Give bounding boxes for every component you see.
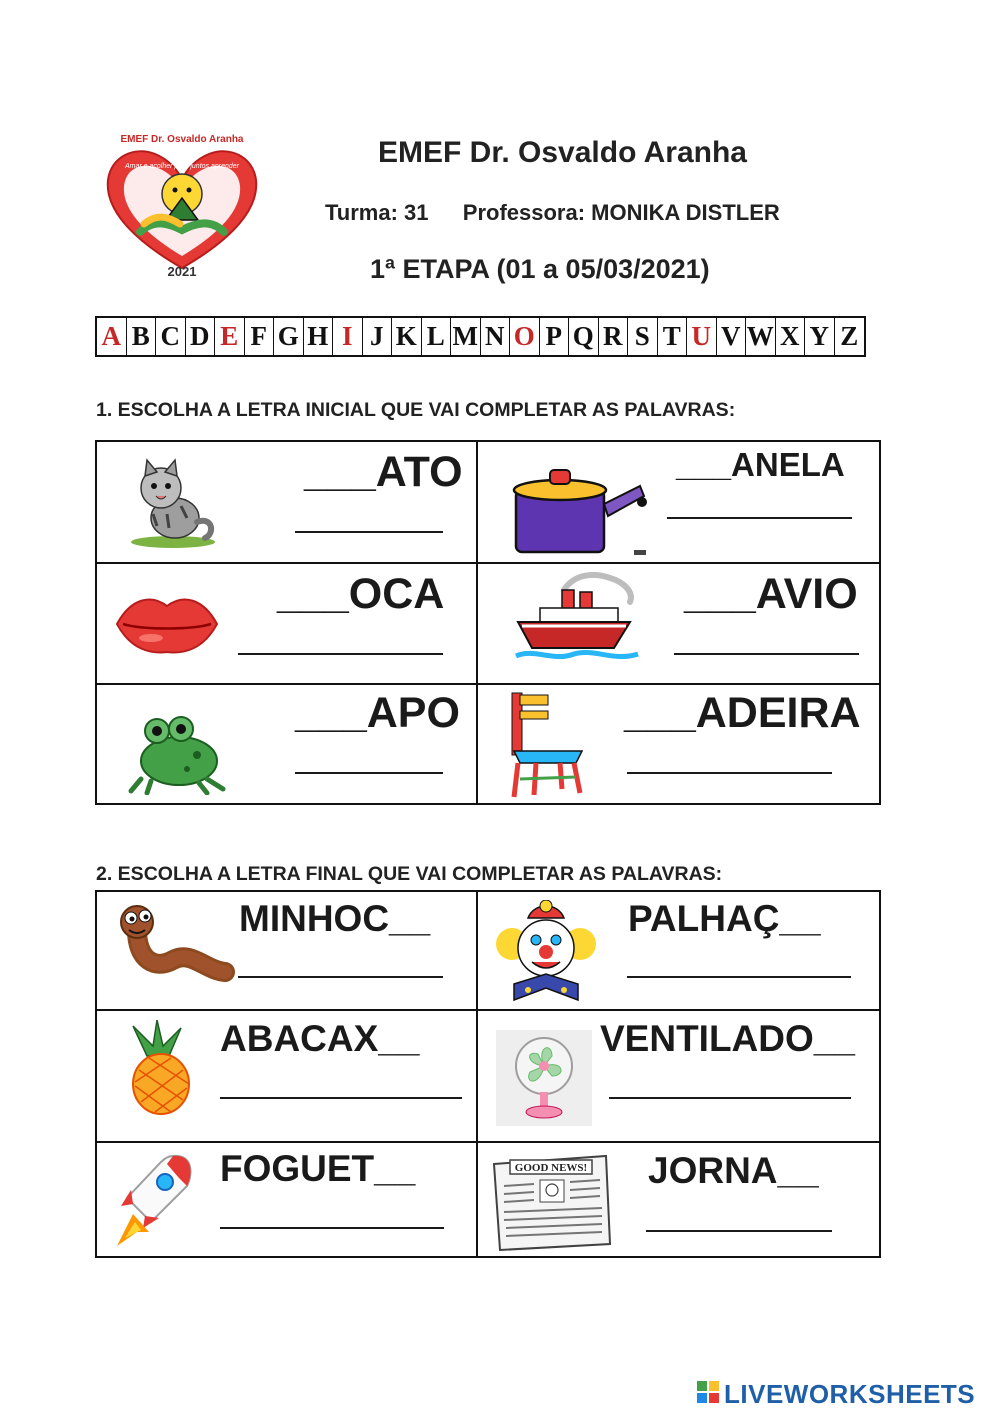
item-cell: [97, 892, 477, 1010]
alphabet-letter: J: [363, 318, 393, 355]
answer-line[interactable]: [627, 976, 851, 978]
alphabet-letter: T: [658, 318, 688, 355]
fan-icon: [496, 1030, 592, 1126]
teacher-label: Professora: MONIKA DISTLER: [462, 200, 780, 225]
answer-line[interactable]: [667, 517, 852, 519]
class-label: Turma: 31: [325, 200, 429, 225]
section1-title: 1. ESCOLHA A LETRA INICIAL QUE VAI COMPLETAR AS PALAVRAS:: [96, 399, 736, 421]
item-cell: [478, 1142, 879, 1256]
word-navio: ___AVIO: [684, 570, 858, 618]
alphabet-letter: M: [451, 318, 481, 355]
alphabet-letter: U: [687, 318, 717, 355]
item-cell: [97, 685, 477, 803]
alphabet-letter: I: [333, 318, 363, 355]
word-jornal: JORNA__: [648, 1150, 819, 1191]
item-cell: [478, 685, 879, 803]
alphabet-letter: Q: [569, 318, 599, 355]
answer-line[interactable]: [238, 653, 443, 655]
item-cell: [97, 1010, 477, 1142]
answer-line[interactable]: [220, 1227, 444, 1229]
alphabet-letter: D: [186, 318, 216, 355]
word-sapo: ___APO: [295, 689, 460, 737]
logo-top-text: EMEF Dr. Osvaldo Aranha: [120, 134, 244, 145]
word-gato: ___ATO: [304, 448, 463, 496]
alphabet-letter: Y: [805, 318, 835, 355]
answer-line[interactable]: [674, 653, 859, 655]
alphabet-letter: F: [245, 318, 275, 355]
alphabet-letter: G: [274, 318, 304, 355]
alphabet-letter: B: [127, 318, 157, 355]
lips-icon: [113, 592, 221, 656]
word-abacaxi: ABACAX__: [220, 1018, 420, 1059]
word-cadeira: ___ADEIRA: [624, 689, 861, 737]
section2-grid: [95, 890, 881, 1258]
alphabet-letter: X: [776, 318, 806, 355]
word-foguete: FOGUET__: [220, 1148, 416, 1189]
alphabet-strip: [95, 316, 866, 357]
stage-label: 1ª ETAPA (01 a 05/03/2021): [370, 254, 710, 284]
word-boca: ___OCA: [277, 570, 445, 618]
newspaper-headline: GOOD NEWS!: [514, 1162, 588, 1174]
alphabet-letter: C: [156, 318, 186, 355]
rocket-icon: [115, 1150, 197, 1250]
logo-year: 2021: [167, 264, 197, 279]
cat-icon: [123, 456, 217, 550]
alphabet-letter: L: [422, 318, 452, 355]
answer-line[interactable]: [646, 1230, 832, 1232]
logo-motto: Amar e acolher para juntos aprender: [124, 163, 240, 170]
alphabet-letter: H: [304, 318, 334, 355]
alphabet-letter: O: [510, 318, 540, 355]
alphabet-letter: S: [628, 318, 658, 355]
item-cell: [478, 892, 879, 1010]
alphabet-letter: N: [481, 318, 511, 355]
alphabet-letter: W: [746, 318, 776, 355]
word-minhoca: MINHOC__: [239, 898, 431, 939]
item-cell: [97, 1142, 477, 1256]
alphabet-letter: R: [599, 318, 629, 355]
pineapple-icon: [113, 1020, 203, 1116]
alphabet-letter: V: [717, 318, 747, 355]
section1-grid: [95, 440, 881, 805]
answer-line[interactable]: [220, 1097, 462, 1099]
item-cell: [478, 442, 879, 563]
alphabet-letter: K: [392, 318, 422, 355]
frog-icon: [127, 709, 231, 795]
answer-line[interactable]: [609, 1097, 851, 1099]
newspaper-icon: [490, 1152, 614, 1252]
school-title: EMEF Dr. Osvaldo Aranha: [378, 136, 747, 169]
word-panela: ___ANELA: [676, 446, 845, 483]
alphabet-letter: E: [215, 318, 245, 355]
liveworksheets-brand[interactable]: LIVEWORKSHEETS: [724, 1379, 976, 1409]
alphabet-letter: Z: [840, 321, 859, 351]
clown-icon: [494, 900, 598, 1002]
answer-line[interactable]: [295, 531, 443, 533]
item-cell: [478, 1010, 879, 1142]
alphabet-letter: P: [540, 318, 570, 355]
answer-line[interactable]: [238, 976, 443, 978]
section2-title: 2. ESCOLHA A LETRA FINAL QUE VAI COMPLETAR AS PALAVRAS:: [96, 863, 723, 885]
alphabet-letter: A: [97, 318, 127, 355]
answer-line[interactable]: [295, 772, 443, 774]
chair-icon: [506, 689, 592, 801]
word-ventilador: VENTILADO__: [600, 1018, 855, 1059]
worm-icon: [115, 900, 235, 996]
class-info: [325, 200, 780, 226]
item-cell: [97, 442, 477, 563]
school-logo: [100, 128, 265, 280]
pan-icon: [510, 464, 650, 558]
word-palhaco: PALHAÇ__: [628, 898, 821, 939]
ship-icon: [514, 568, 640, 664]
liveworksheets-logo-icon: [697, 1381, 719, 1403]
item-cell: [478, 564, 879, 684]
item-cell: [97, 564, 477, 684]
answer-line[interactable]: [627, 772, 832, 774]
